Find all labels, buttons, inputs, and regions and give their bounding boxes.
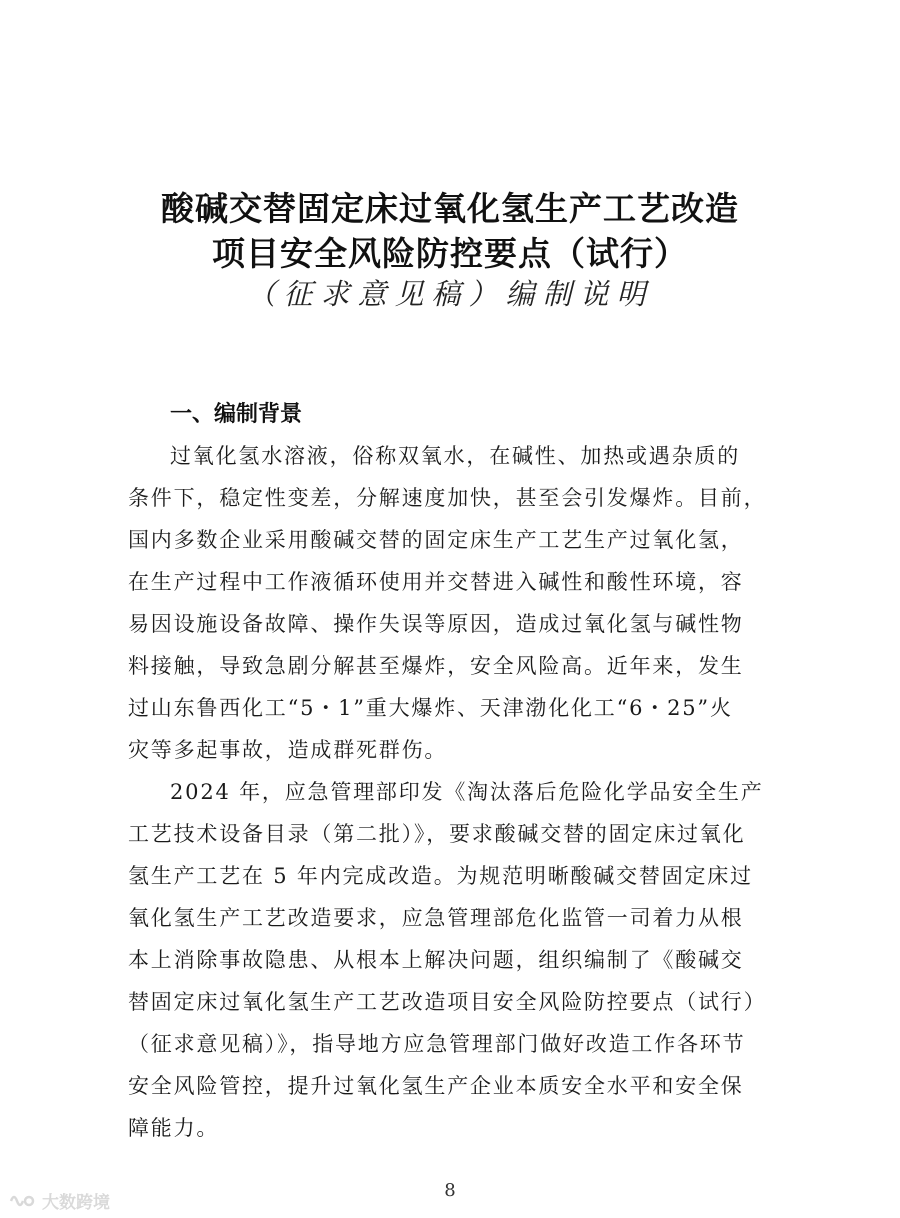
paragraph-line: 在生产过程中工作液循环使用并交替进入碱性和酸性环境，容 (128, 570, 744, 594)
watermark-text: 大数跨境 (42, 1193, 110, 1213)
sound-wave-logo-icon (8, 1191, 38, 1211)
paragraph-line: 氢生产工艺在 5 年内完成改造。为规范明晰酸碱交替固定床过 (128, 864, 753, 888)
paragraph-line: 易因设施设备故障、操作失误等原因，造成过氧化氢与碱性物 (128, 612, 744, 636)
paragraph-line: 国内多数企业采用酸碱交替的固定床生产工艺生产过氧化氢， (128, 528, 744, 552)
paragraph-line: 安全风险管控，提升过氧化氢生产企业本质安全水平和安全保 (128, 1074, 744, 1098)
paragraph-line: 条件下，稳定性变差，分解速度加快，甚至会引发爆炸。目前， (128, 486, 767, 510)
paragraph-line: 灾等多起事故，造成群死群伤。 (128, 738, 448, 762)
page-number: 8 (444, 1180, 456, 1201)
paragraph-line: 过山东鲁西化工“5・1”重大爆炸、天津渤化化工“6・25”火 (128, 696, 733, 720)
document-title-line-2: 项目安全风险防控要点（试行） (212, 234, 688, 273)
paragraph-line: 替固定床过氧化氢生产工艺改造项目安全风险防控要点（试行） (128, 990, 767, 1014)
paragraph-line: 过氧化氢水溶液，俗称双氧水，在碱性、加热或遇杂质的 (170, 444, 740, 468)
document-subtitle: （征求意见稿）编制说明 (246, 277, 654, 311)
paragraph-line: 工艺技术设备目录（第二批）》，要求酸碱交替的固定床过氧化 (128, 822, 746, 846)
watermark (8, 1188, 110, 1213)
paragraph-line: 氧化氢生产工艺改造要求，应急管理部危化监管一司着力从根 (128, 906, 744, 930)
paragraph-line: 2024 年，应急管理部印发《淘汰落后危险化学品安全生产 (170, 780, 764, 804)
paragraph-line: 本上消除事故隐患、从根本上解决问题，组织编制了《酸碱交 (128, 948, 744, 972)
document-title-line-1: 酸碱交替固定床过氧化氢生产工艺改造 (161, 189, 739, 228)
section-heading: 一、编制背景 (170, 402, 303, 427)
paragraph-line: 障能力。 (128, 1116, 220, 1140)
paragraph-line: （征求意见稿）》，指导地方应急管理部门做好改造工作各环节 (128, 1032, 746, 1056)
paragraph-line: 料接触，导致急剧分解甚至爆炸，安全风险高。近年来，发生 (128, 654, 744, 678)
